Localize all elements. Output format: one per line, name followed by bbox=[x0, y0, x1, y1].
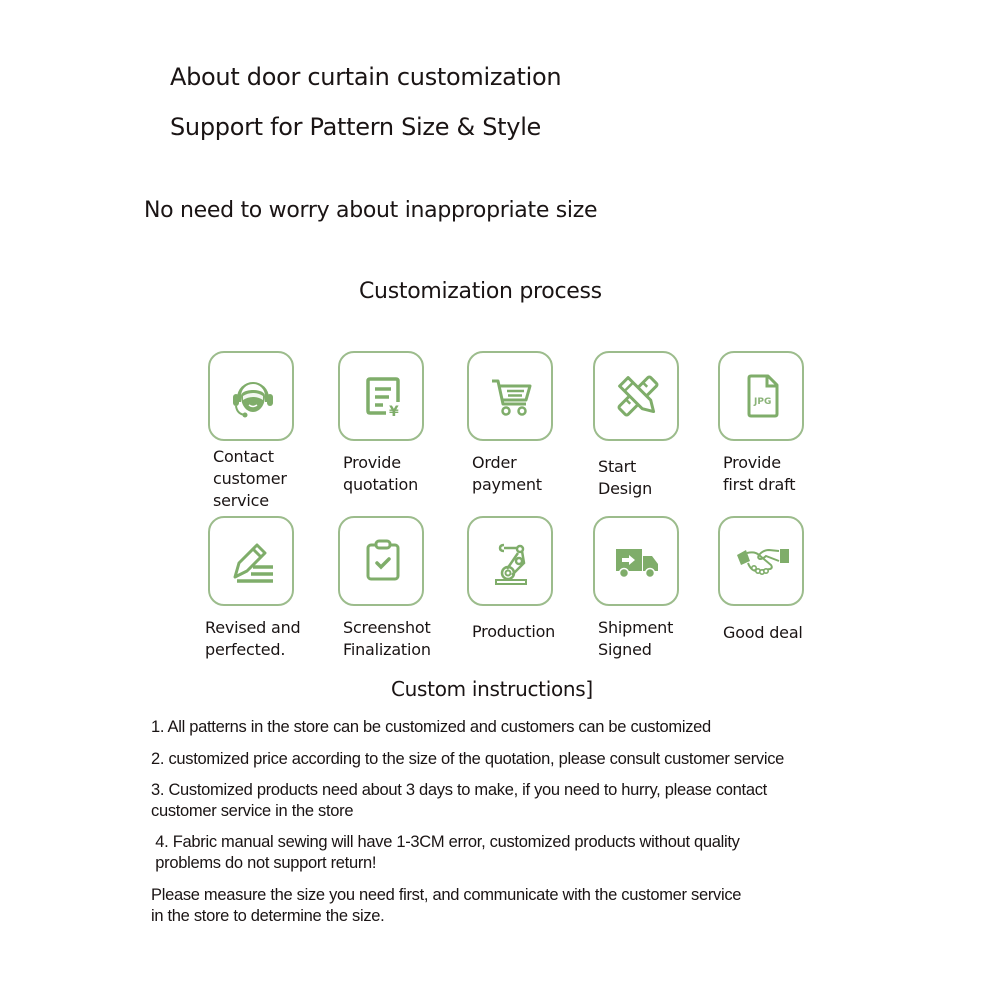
page-title: About door curtain customization bbox=[170, 63, 562, 91]
pencil-ruler-icon bbox=[608, 366, 668, 426]
step-tile-revised bbox=[208, 516, 294, 606]
step-label: Provide first draft bbox=[723, 453, 796, 494]
instructions-heading: Custom instructions] bbox=[391, 677, 593, 701]
step-tile-production bbox=[467, 516, 553, 606]
step-label: Start Design bbox=[598, 457, 653, 498]
instruction-item: Please measure the size you need first, and communicate with the customer service in the store to determine the size. bbox=[151, 886, 742, 925]
handshake-icon bbox=[733, 531, 793, 591]
step-tile-design bbox=[593, 351, 679, 441]
step-label: Contact customer service bbox=[213, 447, 287, 510]
headset-agent-icon bbox=[223, 366, 283, 426]
step-label: Shipment Signed bbox=[598, 618, 674, 659]
invoice-yen-icon bbox=[353, 366, 413, 426]
step-tile-order bbox=[467, 351, 553, 441]
process-heading: Customization process bbox=[359, 279, 602, 304]
step-tile-screenshot bbox=[338, 516, 424, 606]
svg-text:JPG: JPG bbox=[754, 397, 772, 407]
step-label: Revised and perfected. bbox=[205, 618, 301, 659]
step-label: Order payment bbox=[472, 453, 542, 494]
step-label: Good deal bbox=[723, 623, 803, 642]
page-subtitle: Support for Pattern Size & Style bbox=[170, 113, 542, 141]
tagline: No need to worry about inappropriate size bbox=[144, 198, 598, 223]
step-label: Screenshot Finalization bbox=[343, 618, 431, 659]
jpg-file-icon bbox=[733, 366, 793, 426]
svg-text:¥: ¥ bbox=[389, 404, 399, 420]
shopping-cart-icon bbox=[482, 366, 542, 426]
instruction-item: 3. Customized products need about 3 days to make, if you need to hurry, please contact customer service in the store bbox=[151, 781, 767, 820]
step-tile-shipment bbox=[593, 516, 679, 606]
step-tile-draft bbox=[718, 351, 804, 441]
instruction-item: 1. All patterns in the store can be customized and customers can be customized bbox=[151, 718, 711, 736]
robot-arm-icon bbox=[482, 531, 542, 591]
step-label: Production bbox=[472, 622, 556, 641]
pencil-edit-icon bbox=[223, 531, 283, 591]
step-tile-contact bbox=[208, 351, 294, 441]
step-label: Provide quotation bbox=[343, 453, 419, 494]
step-tile-deal bbox=[718, 516, 804, 606]
delivery-truck-icon bbox=[608, 531, 668, 591]
instruction-item: 2. customized price according to the size of the quotation, please consult customer service bbox=[151, 750, 785, 768]
clipboard-check-icon bbox=[353, 531, 413, 591]
step-tile-quotation bbox=[338, 351, 424, 441]
instruction-item: 4. Fabric manual sewing will have 1-3CM error, customized products without quality problems do not support return! bbox=[155, 833, 740, 872]
